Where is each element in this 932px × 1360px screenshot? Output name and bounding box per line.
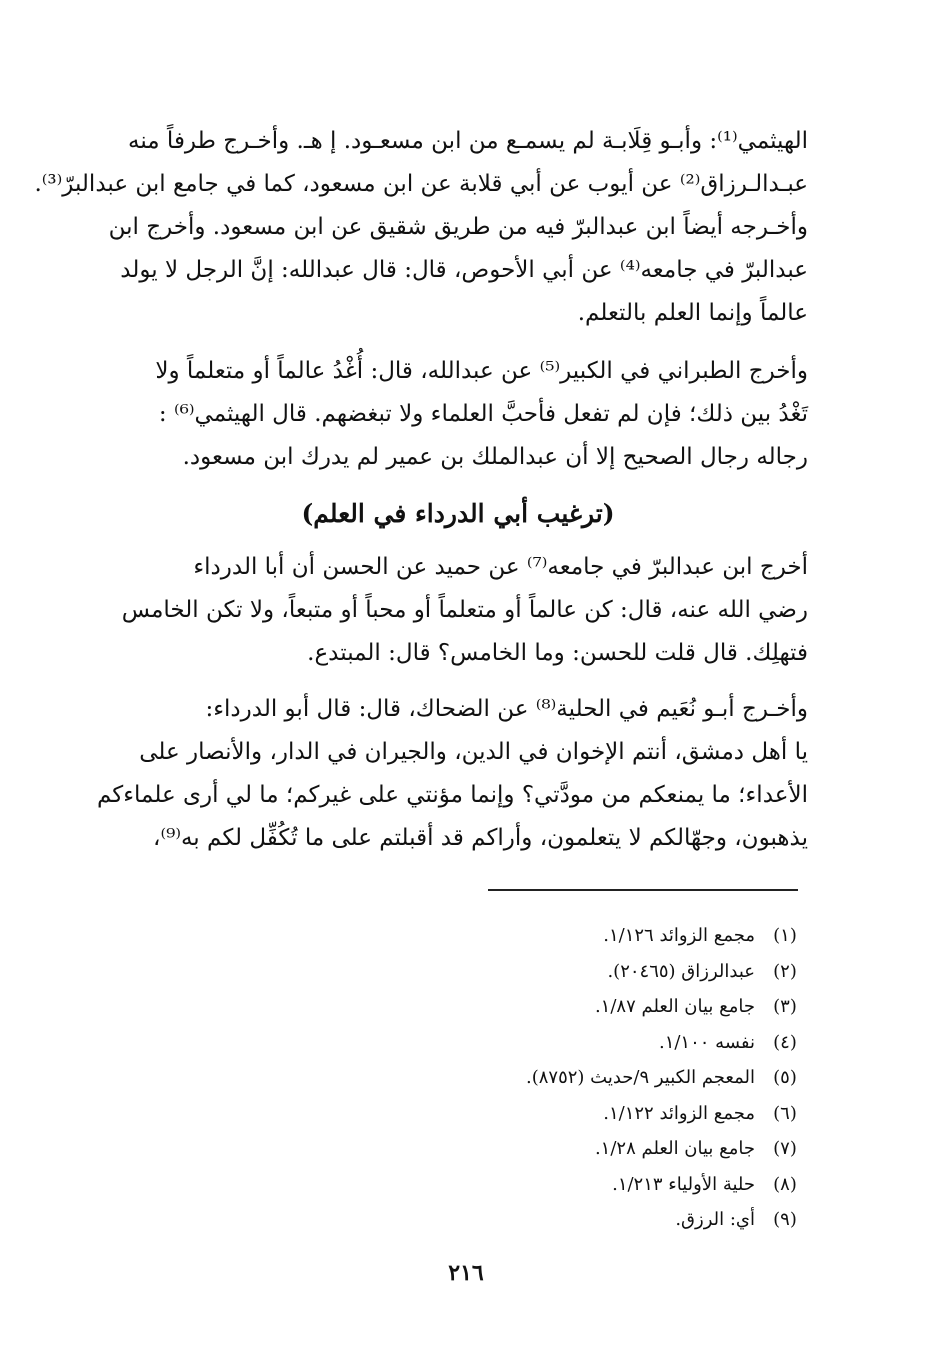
paragraph-1	[34, 120, 808, 335]
footnote-number: (١)	[773, 925, 797, 946]
footnote-number: (٨)	[773, 1173, 797, 1195]
footnote-text: جامع بيان العلم ١/٢٨.	[594, 1138, 755, 1159]
footnote-item	[420, 1167, 815, 1203]
text-line: عبدالبرّ في جامعه⁽⁴⁾ عن أبي الأحوص، قال: قال عبدالله: إنَّ الرجل لا يولد	[120, 257, 808, 283]
footnote-number: (٤)	[773, 1031, 797, 1053]
footnote-number: (٩)	[773, 1209, 797, 1230]
paragraph-3	[108, 546, 808, 675]
footnote-item	[420, 1025, 815, 1061]
footnote-text: حلية الأولياء ١/٢١٣.	[612, 1173, 755, 1195]
footnote-text: جامع بيان العلم ١/٨٧.	[594, 996, 755, 1017]
text-line: عالماً وإنما العلم بالتعلم.	[577, 300, 808, 326]
footnote-text: نفسه ١/١٠٠.	[658, 1031, 755, 1053]
footnote-text: المعجم الكبير ٩/حديث (٨٧٥٢).	[525, 1067, 755, 1088]
footnote-number: (٥)	[773, 1067, 797, 1088]
text-line: تَغْدُ بين ذلك؛ فإن لم تفعل فأحبَّ العلماء ولا تبغضهم. قال الهيثمي⁽⁶⁾ :	[158, 401, 808, 427]
footnote-text: مجمع الزوائد ١/١٢٦.	[603, 925, 755, 946]
text-line: فتهلِك. قال قلت للحسن: وما الخامس؟ قال: المبتدع.	[307, 640, 808, 666]
footnote-divider	[488, 889, 798, 891]
footnote-number: (٧)	[773, 1138, 797, 1159]
text-line: الأعداء؛ ما يمنعكم من مودَّتي؟ وإنما مؤنتي على غيركم؛ ما لي أرى علماءكم	[96, 782, 808, 808]
text-line: يا أهل دمشق، أنتم الإخوان في الدين، والجيران في الدار، والأنصار على	[139, 739, 808, 765]
footnote-text: أي: الرزق.	[675, 1209, 755, 1230]
text-line: وأخـرجه أيضاً ابن عبدالبرّ فيه من طريق شقيق عن ابن مسعود. وأخرج ابن	[108, 214, 808, 240]
page-number: ٢١٦	[448, 1260, 484, 1286]
paragraph-2	[108, 350, 808, 479]
footnote-item	[420, 1202, 815, 1238]
footnote-text: مجمع الزوائد ١/١٢٢.	[603, 1102, 755, 1124]
footnote-item	[420, 1131, 815, 1167]
footnote-item	[420, 1096, 815, 1132]
section-heading: (ترغيب أبي الدرداء في العلم)	[301, 499, 615, 528]
text-line: الهيثمي⁽¹⁾: وأبـو قِلَابـة لم يسمـع من ابن مسعـود. إ هـ. وأخـرج طرفاً منه	[128, 128, 808, 154]
footnote-item	[420, 918, 815, 954]
text-line: رجاله رجال الصحيح إلا أن عبدالملك بن عمير لم يدرك ابن مسعود.	[182, 444, 808, 470]
footnote-number: (٣)	[773, 996, 797, 1017]
footnote-item	[420, 954, 815, 990]
footnote-number: (٦)	[773, 1102, 797, 1124]
text-line: وأخرج الطبراني في الكبير⁽⁵⁾ عن عبدالله، قال: أُغْدُ عالماً أو متعلماً ولا	[155, 358, 808, 384]
footnote-item	[420, 989, 815, 1025]
footnote-item	[420, 1060, 815, 1096]
footnotes	[420, 918, 815, 1238]
footnote-number: (٢)	[773, 960, 797, 982]
text-line: وأخـرج أبـو نُعَيم في الحلية⁽⁸⁾ عن الضحاك، قال: قال أبو الدرداء:	[205, 696, 808, 722]
text-line: رضي الله عنه، قال: كن عالماً أو متعلماً أو محباً أو متبعاً، ولا تكن الخامس	[121, 597, 808, 623]
paragraph-4	[96, 688, 808, 860]
text-line: يذهبون، وجهّالكم لا يتعلمون، وأراكم قد أقبلتم على ما تُكُفِّل لكم به⁽⁹⁾،	[153, 825, 808, 851]
footnote-text: عبدالرزاق (٢٠٤٦٥).	[607, 960, 755, 982]
text-line: عبـدالـرزاق⁽²⁾ عن أيوب عن أبي قلابة عن ابن مسعود، كما في جامع ابن عبدالبرّ⁽³⁾.	[34, 171, 808, 197]
text-line: أخرج ابن عبدالبرّ في جامعه⁽⁷⁾ عن حميد عن الحسن أن أبا الدرداء	[193, 554, 808, 580]
